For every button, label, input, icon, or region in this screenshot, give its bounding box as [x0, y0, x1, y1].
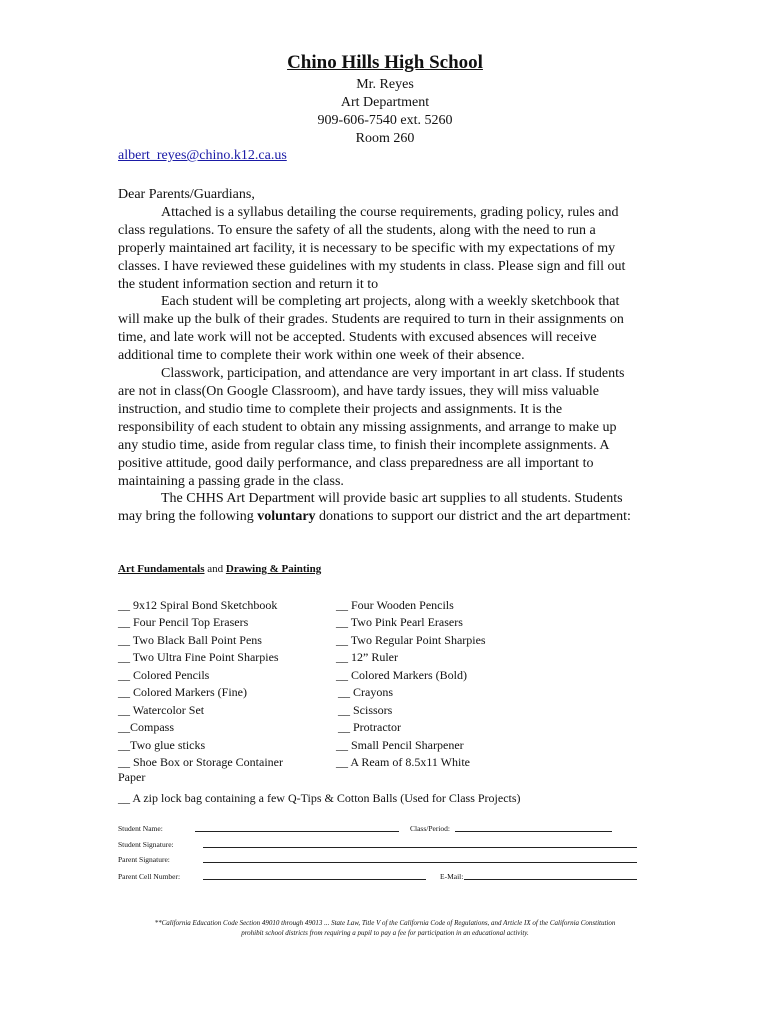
parent-signature-field[interactable] — [203, 862, 637, 863]
greeting: Dear Parents/Guardians, — [118, 187, 255, 202]
supply-right-item: __ Small Pencil Sharpener — [336, 738, 464, 752]
paragraph-4 — [118, 490, 636, 526]
phone-number: 909-606-7540 ext. 5260 — [317, 113, 453, 128]
email-label: E-Mail: — [440, 872, 464, 881]
class-period-label: Class/Period: — [410, 824, 451, 833]
paragraph-3: Classwork, participation, and attendance are very important in art class. If students are not in class(On Google Classroom), and have tardy issues, they will miss valuable instruction, and studio time to complete their projects and assignments. It is the responsibility of each student to obtain any missing assignments, and arrange to make up any studio time, aside from regular class time, to finish their incomplete assignments. A positive attitude, good daily performance, and class preparedness are all important to maintaining a passing grade in the class. — [118, 366, 625, 489]
heading-drawing-painting: Drawing & Painting — [225, 563, 322, 575]
letter-body — [118, 186, 636, 526]
room-number: Room 260 — [355, 131, 415, 146]
voluntary-bold: voluntary — [257, 509, 316, 525]
email-link[interactable]: albert_reyes@chino.k12.ca.us — [118, 148, 287, 163]
paragraph-4-text-a: The CHHS Art Department will provide basic art supplies to all students. Students may bring the following — [118, 491, 623, 525]
class-period-field[interactable] — [455, 831, 612, 832]
supply-right-item: __ Four Wooden Pencils — [336, 598, 454, 612]
paragraph-1: Attached is a syllabus detailing the course requirements, grading policy, rules and class regulations. To ensure the safety of all the students, along with the need to run a properly maintained art facility, it is necessary to be specific with my expectations of my classes. I have reviewed these guidelines with my students in class. Please sign and fill out the student information section and return it to — [118, 204, 626, 292]
student-signature-field[interactable] — [203, 847, 637, 848]
teacher-name: Mr. Reyes — [356, 77, 414, 92]
student-name-field[interactable] — [195, 831, 399, 832]
supply-left-item: __ Shoe Box or Storage Container — [118, 755, 283, 769]
supply-right-item: __ Two Pink Pearl Erasers — [336, 615, 463, 629]
supply-right-item: __ Protractor — [338, 720, 401, 734]
supply-left-item: __ 9x12 Spiral Bond Sketchbook — [118, 598, 278, 612]
supply-right-item: __ Scissors — [338, 703, 393, 717]
supply-extra-item: __ A zip lock bag containing a few Q-Tips & Cotton Balls (Used for Class Projects) — [118, 791, 521, 805]
supply-wrap-paper: Paper — [118, 770, 146, 784]
supply-right-item: __ A Ream of 8.5x11 White — [336, 755, 470, 769]
parent-cell-field[interactable] — [203, 879, 426, 880]
email-field[interactable] — [464, 879, 637, 880]
supply-left-item: __ Colored Pencils — [118, 668, 210, 682]
supplies-heading — [118, 563, 321, 575]
parent-signature-label: Parent Signature: — [118, 855, 170, 864]
supply-left-item: __ Watercolor Set — [118, 703, 205, 717]
supply-right-item: __ Colored Markers (Bold) — [336, 668, 467, 682]
department-name: Art Department — [340, 95, 430, 110]
supply-right-item: __ Two Regular Point Sharpies — [336, 633, 486, 647]
legal-note-line-1: **California Education Code Section 49010 through 49013 ... State Law, Title V of the California Code of Regulations, and Article IX of the California Constitution — [154, 919, 616, 927]
student-signature-label: Student Signature: — [118, 840, 174, 849]
paragraph-4-text-b: donations to support our district and the art department: — [315, 509, 631, 525]
supply-left-item: __ Colored Markers (Fine) — [118, 685, 247, 699]
supply-left-item: __ Two Black Ball Point Pens — [118, 633, 262, 647]
legal-note-line-2: prohibit school districts from requiring a pupil to pay a fee for participation in an educational activity. — [241, 929, 529, 937]
parent-cell-label: Parent Cell Number: — [118, 872, 181, 881]
supply-left-item: __Compass — [118, 720, 175, 734]
heading-and: and — [204, 563, 226, 575]
supply-right-item: __ Crayons — [338, 685, 393, 699]
supply-left-item: __ Two Ultra Fine Point Sharpies — [118, 650, 279, 664]
supply-right-item: __ 12” Ruler — [336, 650, 398, 664]
student-name-label: Student Name: — [118, 824, 163, 833]
paragraph-2: Each student will be completing art projects, along with a weekly sketchbook that will make up the bulk of their grades. Students are required to turn in their assignments on time, and late work will not be accepted. Students with excused absences will receive additional time to complete their work within one week of their absence. — [118, 294, 624, 364]
heading-art-fundamentals: Art Fundamentals — [118, 563, 205, 575]
supply-left-item: __Two glue sticks — [118, 738, 206, 752]
school-title: Chino Hills High School — [287, 52, 483, 73]
supply-left-item: __ Four Pencil Top Erasers — [118, 615, 249, 629]
